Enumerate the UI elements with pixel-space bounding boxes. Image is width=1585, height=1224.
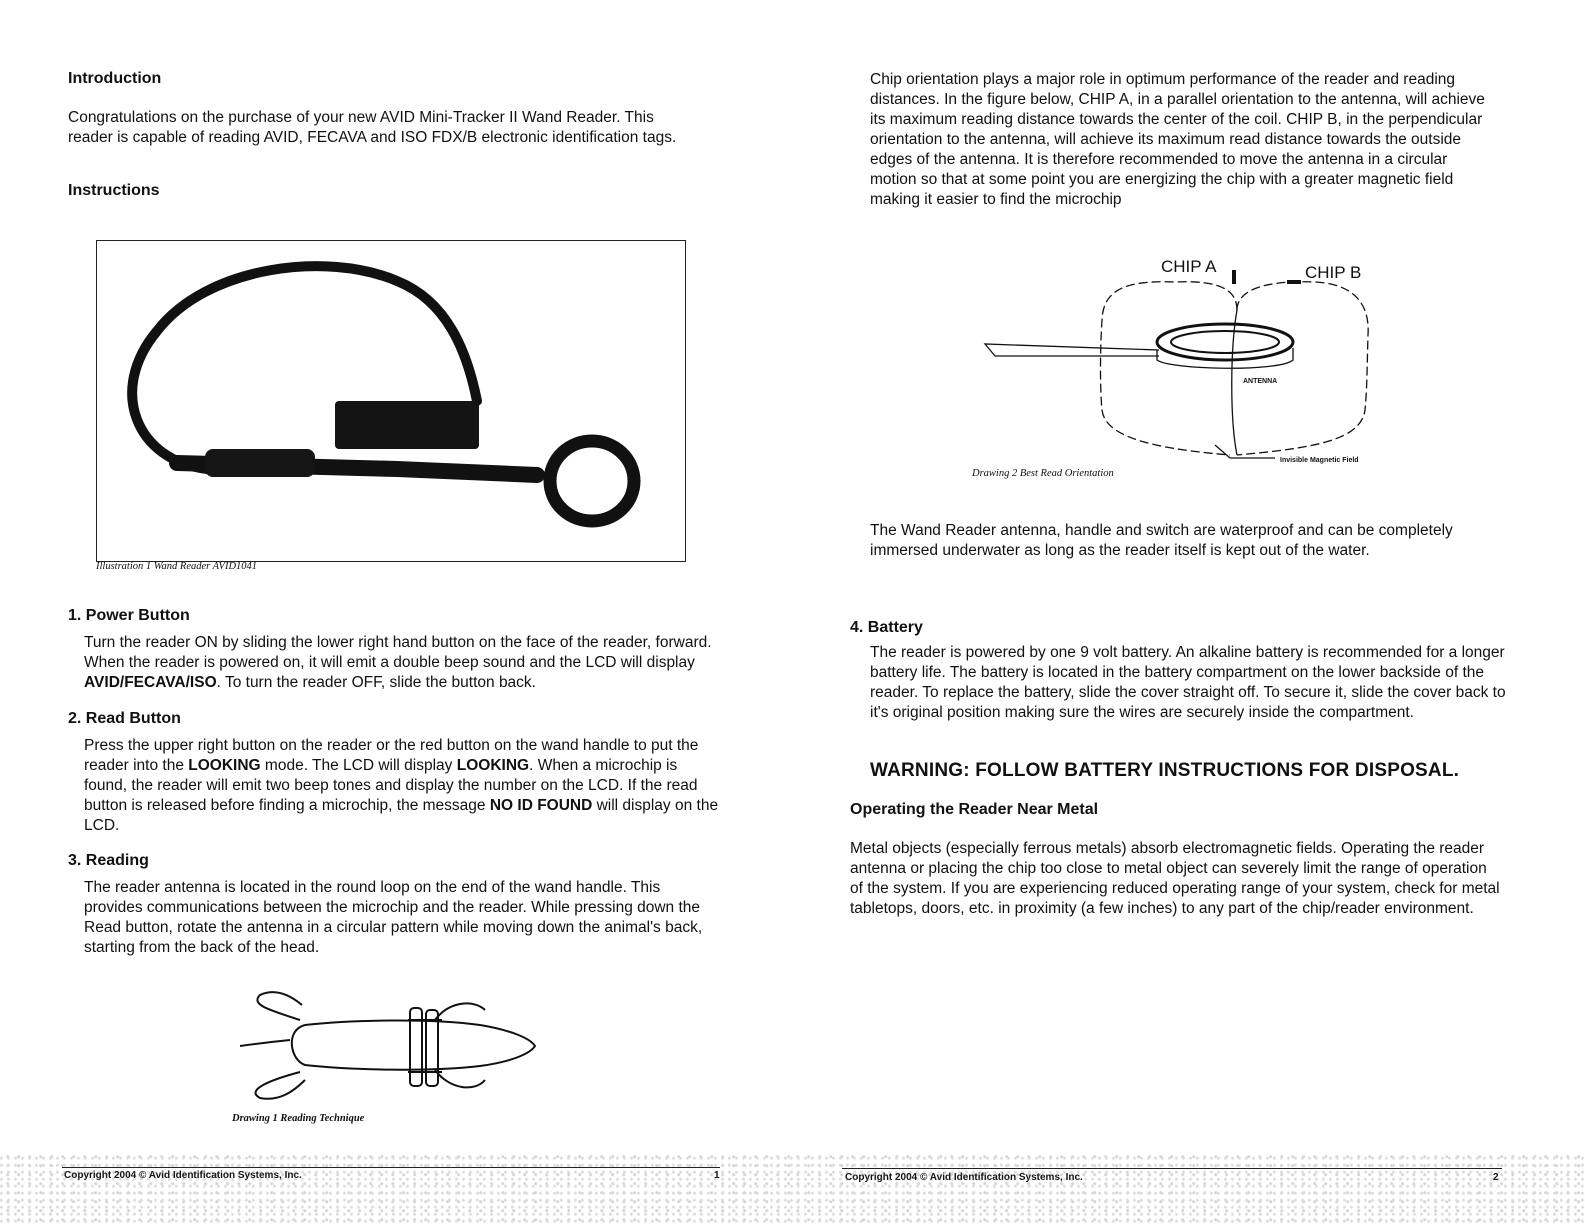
metal-text: Metal objects (especially ferrous metals) absorb electromagnetic fields. Operating the reader antenna or placing the chip too close to metal object can severely limit the range of operation of the system. If you are experiencing reduced operating range of your system, check for metal tabletops, doors, etc. in proximity (a few inches) to any part of the chip/reader environment. [850,840,1500,917]
magnetic-field-label: Invisible Magnetic Field [1280,457,1359,464]
right-footer-copyright: Copyright 2004 © Avid Identification Systems, Inc. [845,1172,1083,1183]
intro-heading: Introduction [68,70,162,87]
read-button-text: Press the upper right button on the reader or the red button on the wand handle to put the reader into the LOOKING mode. The LCD will display LOOKING. When a microchip is found, the reader will emit two beep tones and display the number on the LCD. If the read button is released before finding a microchip, the message NO ID FOUND will display on the LCD. [84,737,719,834]
best-read-orientation-drawing [975,250,1375,475]
drawing2-caption: Drawing 2 Best Read Orientation [972,468,1114,479]
instructions-heading: Instructions [68,182,160,199]
antenna-label: ANTENNA [1243,378,1278,385]
battery-text: The reader is powered by one 9 volt battery. An alkaline battery is recommended for a longer battery life. The battery is located in the battery compartment on the lower backside of the reader. To replace the battery, slide the cover straight off. To secure it, slide the cover back to it's original position making sure the wires are securely inside the compartment. [870,644,1506,721]
read-button-heading: 2. Read Button [68,710,181,727]
battery-warning: WARNING: FOLLOW BATTERY INSTRUCTIONS FOR DISPOSAL. [870,760,1460,781]
left-scan-noise [0,1154,790,1224]
intro-text: Congratulations on the purchase of your new AVID Mini-Tracker II Wand Reader. This reader is capable of reading AVID, FECAVA and ISO FDX/B electronic identification tags. [68,109,677,146]
left-page-number: 1 [714,1170,720,1181]
battery-heading: 4. Battery [850,619,923,636]
wand-reader-image [97,241,685,561]
left-footer-copyright: Copyright 2004 © Avid Identification Systems, Inc. [64,1170,302,1181]
waterproof-text: The Wand Reader antenna, handle and switch are waterproof and can be completely immersed underwater as long as the reader itself is kept out of the water. [870,522,1453,559]
wand-reader-illustration [96,240,686,562]
reading-technique-drawing [230,980,550,1110]
power-button-text: Turn the reader ON by sliding the lower right hand button on the face of the reader, forward. When the reader is powered on, it will emit a double beep sound and the LCD will display AVID/FECAVA/ISO. To turn the reader OFF, slide the button back. [84,634,712,691]
chip-orientation-text: Chip orientation plays a major role in optimum performance of the reader and reading distances. In the figure below, CHIP A, in a parallel orientation to the antenna, will achieve its maximum reading distance towards the center of the coil. CHIP B, in the perpendicular orientation to the antenna, will achieve its maximum read distance towards the outside edges of the antenna. It is therefore recommended to move the antenna in a circular motion so that at some point you are energizing the chip with a greater magnetic field making it easier to find the microchip [870,71,1485,208]
reading-text: The reader antenna is located in the round loop on the end of the wand handle. This provides communications between the microchip and the reader. While pressing down the Read button, rotate the antenna in a circular pattern while moving down the animal's back, starting from the back of the head. [84,879,703,956]
power-button-heading: 1. Power Button [68,607,190,624]
illustration-caption: Illustration 1 Wand Reader AVID1041 [96,561,258,572]
right-page [790,0,1585,1224]
left-page [0,0,790,1224]
drawing1-caption: Drawing 1 Reading Technique [232,1113,365,1124]
right-page-number: 2 [1493,1172,1499,1183]
right-scan-noise [790,1154,1585,1224]
chip-b-label: CHIP B [1305,263,1362,282]
metal-heading: Operating the Reader Near Metal [850,801,1099,818]
chip-a-label: CHIP A [1161,257,1217,276]
reading-heading: 3. Reading [68,852,149,869]
